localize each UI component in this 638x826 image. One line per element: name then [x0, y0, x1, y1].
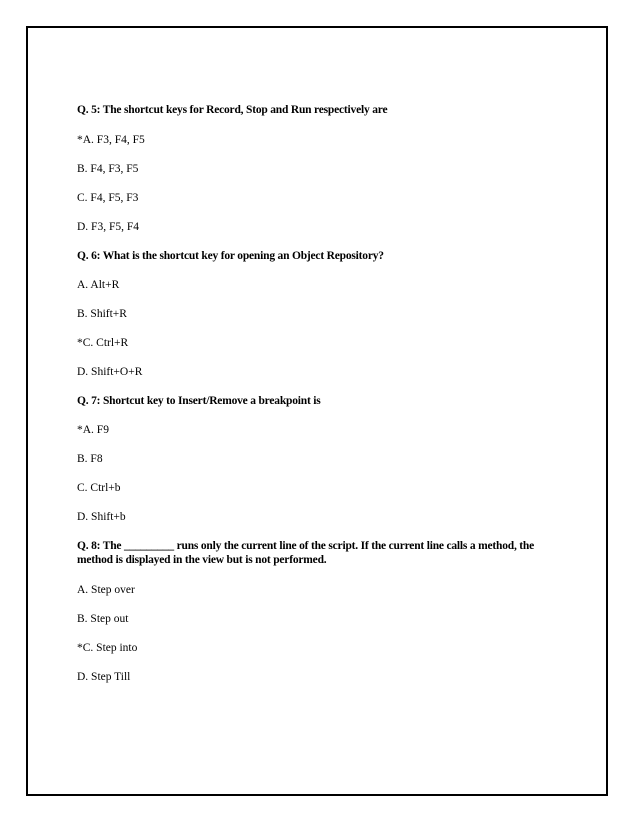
option-7b: B. F8 [77, 453, 103, 465]
question-8: Q. 8: The _________ runs only the current line of the script. If the current line calls a method, the method is displayed in the view but is not performed. [77, 540, 535, 566]
option-6c: *C. Ctrl+R [77, 337, 129, 349]
option-5b: B. F4, F3, F5 [77, 163, 139, 175]
question-7: Q. 7: Shortcut key to Insert/Remove a breakpoint is [77, 395, 321, 407]
option-5a: *A. F3, F4, F5 [77, 134, 145, 146]
option-6b: B. Shift+R [77, 308, 127, 320]
option-7c: C. Ctrl+b [77, 482, 121, 494]
question-6: Q. 6: What is the shortcut key for opening an Object Repository? [77, 250, 384, 262]
question-5: Q. 5: The shortcut keys for Record, Stop and Run respectively are [77, 104, 388, 116]
option-8a: A. Step over [77, 584, 135, 596]
option-6a: A. Alt+R [77, 279, 120, 291]
option-7d: D. Shift+b [77, 511, 126, 523]
option-5c: C. F4, F5, F3 [77, 192, 139, 204]
option-6d: D. Shift+O+R [77, 366, 143, 378]
option-8c: *C. Step into [77, 642, 138, 654]
option-5d: D. F3, F5, F4 [77, 221, 139, 233]
option-7a: *A. F9 [77, 424, 109, 436]
option-8b: B. Step out [77, 613, 129, 625]
option-8d: D. Step Till [77, 671, 131, 683]
